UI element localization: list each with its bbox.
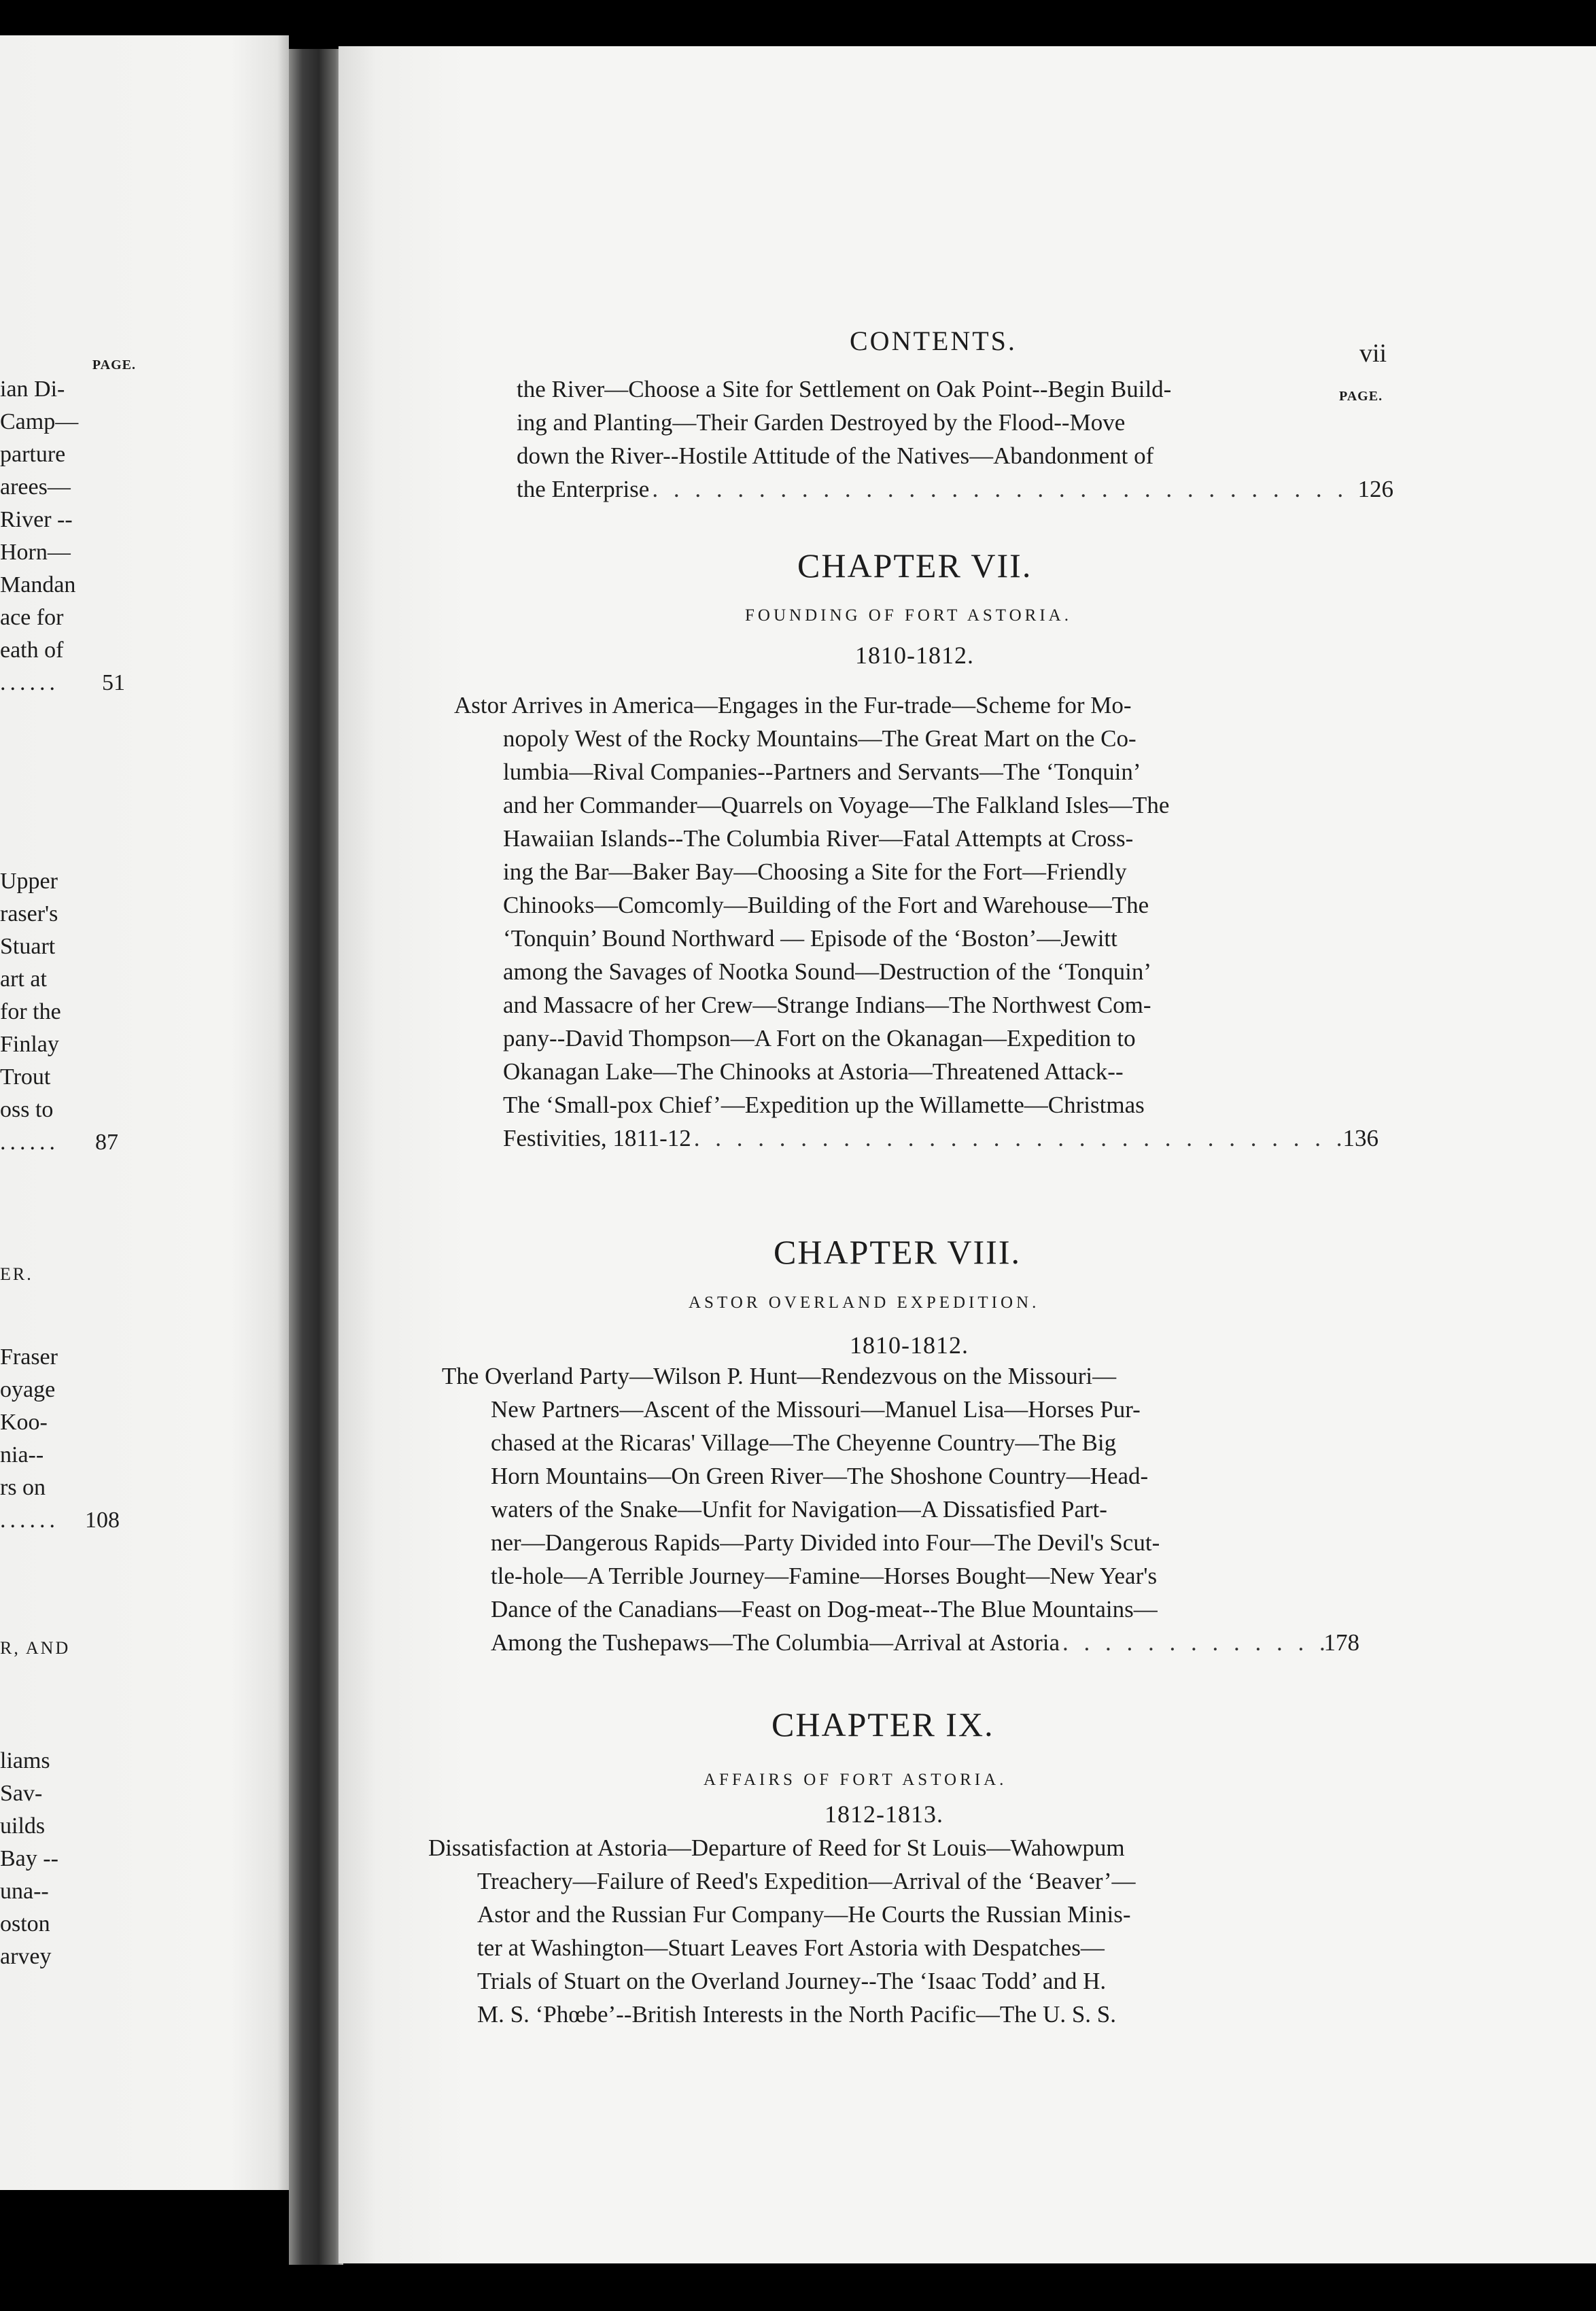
right-page	[339, 46, 1596, 2263]
entry-line: nopoly West of the Rocky Mountains—The Great Mart on the Co-	[503, 725, 1137, 752]
entry-line: Hawaiian Islands--The Columbia River—Fatal Attempts at Cross-	[503, 825, 1134, 852]
left-dot-leader: ......	[0, 1508, 59, 1533]
left-line: Koo-	[0, 1410, 48, 1435]
left-line: arees—	[0, 474, 71, 500]
chapter-years: 1810-1812.	[850, 1332, 969, 1359]
left-line: Mandan	[0, 572, 76, 597]
left-line: ian Di-	[0, 377, 65, 402]
left-line: oyage	[0, 1377, 56, 1402]
page-number: 178	[1323, 1629, 1359, 1656]
left-line: Finlay	[0, 1032, 59, 1057]
left-page-number: 108	[85, 1508, 120, 1533]
left-line: una--	[0, 1879, 49, 1904]
left-line: for the	[0, 999, 61, 1024]
left-facing-page	[0, 35, 289, 2190]
left-page-label: PAGE.	[92, 358, 136, 372]
entry-line: The ‘Small-pox Chief’—Expedition up the Willamette—Christmas	[503, 1092, 1145, 1118]
left-dot-leader: ......	[0, 1130, 59, 1155]
page-number: 136	[1342, 1125, 1378, 1151]
entry-line: among the Savages of Nootka Sound—Destruction of the ‘Tonquin’	[503, 958, 1152, 985]
page-column-label: PAGE.	[1339, 389, 1383, 404]
left-line: Trout	[0, 1064, 51, 1090]
entry-line: and Massacre of her Crew—Strange Indians—The Northwest Com-	[503, 992, 1151, 1018]
left-fragment-er: ER.	[0, 1264, 33, 1284]
left-line: eath of	[0, 638, 64, 663]
entry-line: Among the Tushepaws—The Columbia—Arrival at Astoria	[491, 1629, 1060, 1656]
continuation-entry	[517, 372, 1393, 506]
entry-last-line	[454, 1122, 1378, 1155]
entry-line: ter at Washington—Stuart Leaves Fort Astoria with Despatches—	[477, 1934, 1105, 1961]
entry-line: tle-hole—A Terrible Journey—Famine—Horses Bought—New Year's	[491, 1563, 1158, 1589]
left-line: uilds	[0, 1813, 46, 1839]
dot-leader	[1060, 1626, 1323, 1659]
dot-leader	[691, 1122, 1343, 1155]
left-line: rs on	[0, 1475, 46, 1500]
chapter-summary	[442, 1359, 1359, 1659]
left-line: Upper	[0, 869, 58, 894]
entry-line: ing and Planting—Their Garden Destroyed by the Flood--Move	[517, 409, 1126, 436]
left-line: Horn—	[0, 540, 71, 565]
entry-line: The Overland Party—Wilson P. Hunt—Rendezvous on the Missouri—	[442, 1363, 1117, 1389]
left-dot-leader: ......	[0, 670, 59, 695]
entry-line: ing the Bar—Baker Bay—Choosing a Site for the Fort—Friendly	[503, 858, 1127, 885]
left-fragment-and: R, AND	[0, 1638, 71, 1658]
entry-line: Dissatisfaction at Astoria—Departure of Reed for St Louis—Wahowpum	[428, 1835, 1125, 1861]
chapter-title: AFFAIRS OF FORT ASTORIA.	[704, 1771, 1007, 1789]
left-page-number: 51	[102, 670, 125, 695]
left-line: raser's	[0, 901, 58, 926]
left-line: art at	[0, 967, 47, 992]
folio: vii	[1359, 339, 1387, 368]
chapter-heading: CHAPTER VIII.	[774, 1233, 1021, 1271]
entry-line: ‘Tonquin’ Bound Northward — Episode of the ‘Boston’—Jewitt	[503, 925, 1117, 952]
chapter-title: FOUNDING OF FORT ASTORIA.	[745, 606, 1072, 625]
entry-line: Astor and the Russian Fur Company—He Courts the Russian Minis-	[477, 1901, 1131, 1928]
left-line: parture	[0, 442, 66, 467]
entry-line: and her Commander—Quarrels on Voyage—The Falkland Isles—The	[503, 792, 1170, 818]
chapter-years: 1812-1813.	[825, 1801, 943, 1828]
entry-line: chased at the Ricaras' Village—The Cheyenne Country—The Big	[491, 1429, 1117, 1456]
entry-line: ner—Dangerous Rapids—Party Divided into Four—The Devil's Scut-	[491, 1529, 1160, 1556]
left-line: oss to	[0, 1097, 54, 1122]
left-line: arvey	[0, 1944, 52, 1969]
entry-line: pany--David Thompson—A Fort on the Okanagan—Expedition to	[503, 1025, 1136, 1052]
left-page-number: 87	[95, 1130, 118, 1155]
left-line: Fraser	[0, 1344, 58, 1370]
left-line: Stuart	[0, 934, 56, 959]
chapter-title: ASTOR OVERLAND EXPEDITION.	[689, 1293, 1040, 1312]
left-line: Sav-	[0, 1781, 43, 1806]
entry-line: Festivities, 1811-12	[503, 1125, 691, 1151]
page-number: 126	[1357, 476, 1393, 502]
chapter-summary	[454, 689, 1378, 1155]
entry-line: Astor Arrives in America—Engages in the Fur-trade—Scheme for Mo-	[454, 692, 1132, 718]
entry-line: the Enterprise	[517, 476, 650, 502]
dot-leader	[649, 472, 1357, 506]
entry-last-line	[517, 472, 1393, 506]
entry-line: New Partners—Ascent of the Missouri—Manuel Lisa—Horses Pur-	[491, 1396, 1141, 1423]
entry-line: Trials of Stuart on the Overland Journey--The ‘Isaac Todd’ and H.	[477, 1968, 1107, 1994]
left-line: ace for	[0, 605, 64, 630]
entry-line: M. S. ‘Phœbe’--British Interests in the North Pacific—The U. S. S.	[477, 2001, 1117, 2028]
book-gutter	[289, 49, 343, 2265]
running-head: CONTENTS.	[850, 326, 1017, 356]
entry-line: Okanagan Lake—The Chinooks at Astoria—Threatened Attack--	[503, 1058, 1124, 1085]
entry-line: down the River--Hostile Attitude of the Natives—Abandonment of	[517, 442, 1154, 469]
left-line: nia--	[0, 1442, 44, 1467]
entry-line: the River—Choose a Site for Settlement on Oak Point--Begin Build-	[517, 376, 1172, 402]
entry-line: Treachery—Failure of Reed's Expedition—Arrival of the ‘Beaver’—	[477, 1868, 1136, 1894]
entry-line: waters of the Snake—Unfit for Navigation—A Dissatisfied Part-	[491, 1496, 1107, 1523]
entry-line: Horn Mountains—On Green River—The Shoshone Country—Head-	[491, 1463, 1149, 1489]
left-line: liams	[0, 1748, 50, 1773]
entry-line: lumbia—Rival Companies--Partners and Servants—The ‘Tonquin’	[503, 759, 1141, 785]
entry-last-line	[442, 1626, 1359, 1659]
chapter-heading: CHAPTER VII.	[797, 546, 1033, 585]
chapter-summary	[428, 1831, 1312, 2031]
left-line: River --	[0, 507, 73, 532]
left-line: oston	[0, 1911, 50, 1936]
entry-line: Chinooks—Comcomly—Building of the Fort and Warehouse—The	[503, 892, 1149, 918]
entry-line: Dance of the Canadians—Feast on Dog-meat--The Blue Mountains—	[491, 1596, 1158, 1622]
left-line: Bay --	[0, 1846, 58, 1871]
chapter-years: 1810-1812.	[855, 642, 974, 669]
chapter-heading: CHAPTER IX.	[771, 1705, 994, 1743]
left-line: Camp—	[0, 409, 79, 434]
